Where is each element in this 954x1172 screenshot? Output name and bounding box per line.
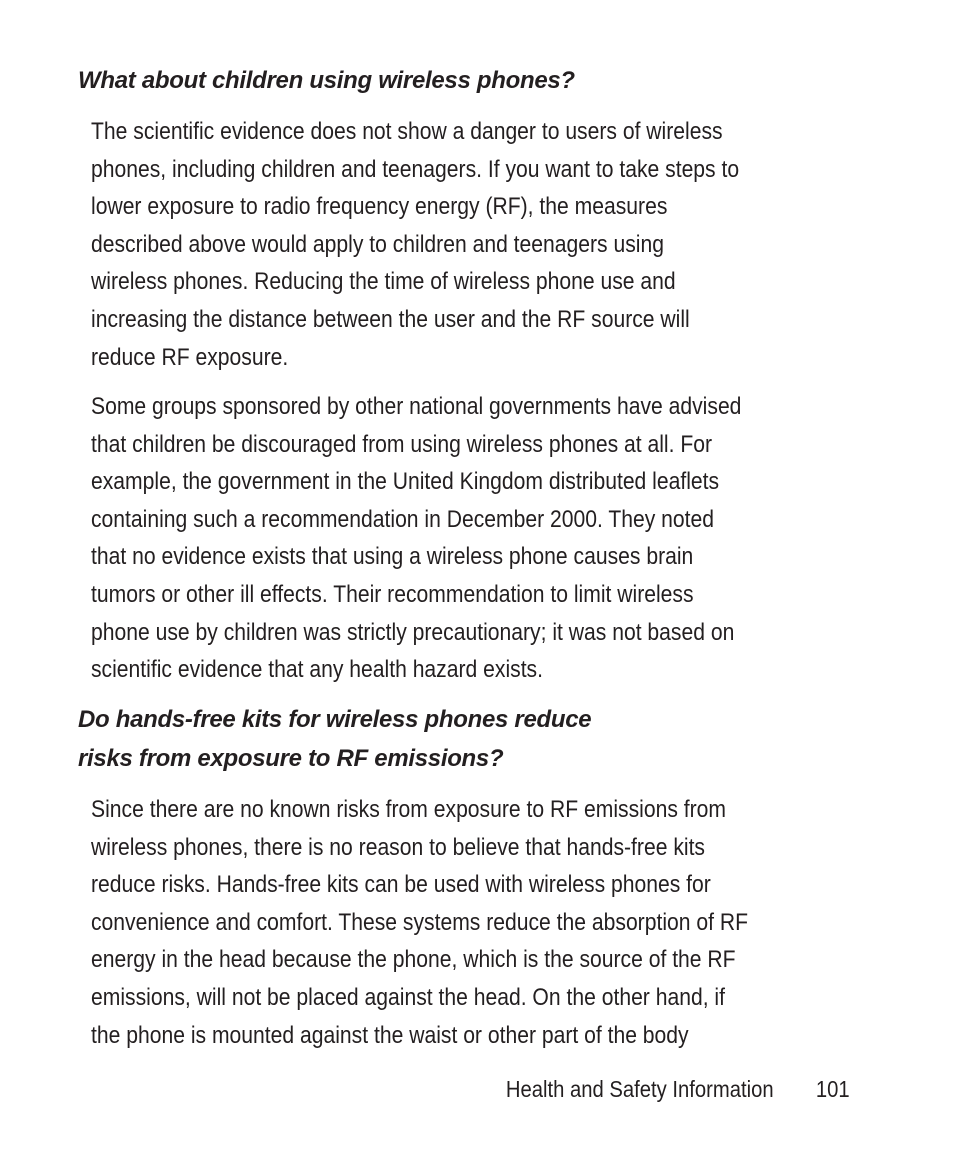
text-line: containing such a recommendation in December 2000. They noted [91, 505, 715, 533]
text-line: Since there are no known risks from exposure to RF emissions from [91, 796, 727, 823]
footer-section-title: Health and Safety Information [506, 1076, 774, 1102]
paragraph-children-evidence [91, 113, 777, 376]
text-line: The scientific evidence does not show a danger to users of wireless [91, 118, 723, 145]
text-line: scientific evidence that any health hazard exists. [91, 656, 543, 684]
heading-line: Do hands-free kits for wireless phones reduce [78, 706, 592, 733]
paragraph-hands-free-kits [91, 791, 777, 1054]
text-line: emissions, will not be placed against the head. On the other hand, if [91, 983, 725, 1011]
text-line: phones, including children and teenagers. If you want to take steps to [91, 155, 740, 183]
text-line: the phone is mounted against the waist or other part of the body [91, 1021, 689, 1049]
heading-line: risks from exposure to RF emissions? [78, 745, 504, 772]
text-line: reduce risks. Hands-free kits can be used with wireless phones for [91, 871, 711, 899]
text-line: phone use by children was strictly precautionary; it was not based on [91, 618, 735, 646]
page-number: 101 [816, 1076, 850, 1102]
page-footer [506, 1074, 850, 1104]
text-line: that no evidence exists that using a wireless phone causes brain [91, 543, 694, 571]
section-heading-hands-free [78, 700, 591, 778]
text-line: Some groups sponsored by other national governments have advised [91, 393, 742, 420]
text-line: lower exposure to radio frequency energy (RF), the measures [91, 193, 668, 221]
text-line: energy in the head because the phone, which is the source of the RF [91, 946, 736, 974]
section-heading-children: What about children using wireless phones? [78, 67, 575, 94]
text-line: wireless phones. Reducing the time of wireless phone use and [91, 268, 676, 296]
text-line: example, the government in the United Kingdom distributed leaflets [91, 468, 720, 496]
paragraph-national-governments [91, 388, 777, 689]
text-line: that children be discouraged from using wireless phones at all. For [91, 430, 713, 458]
text-line: described above would apply to children and teenagers using [91, 230, 664, 258]
text-line: wireless phones, there is no reason to believe that hands-free kits [91, 833, 706, 861]
text-line: increasing the distance between the user and the RF source will [91, 305, 690, 333]
text-line: convenience and comfort. These systems reduce the absorption of RF [91, 908, 749, 936]
text-line: reduce RF exposure. [91, 343, 289, 371]
text-line: tumors or other ill effects. Their recommendation to limit wireless [91, 580, 694, 608]
